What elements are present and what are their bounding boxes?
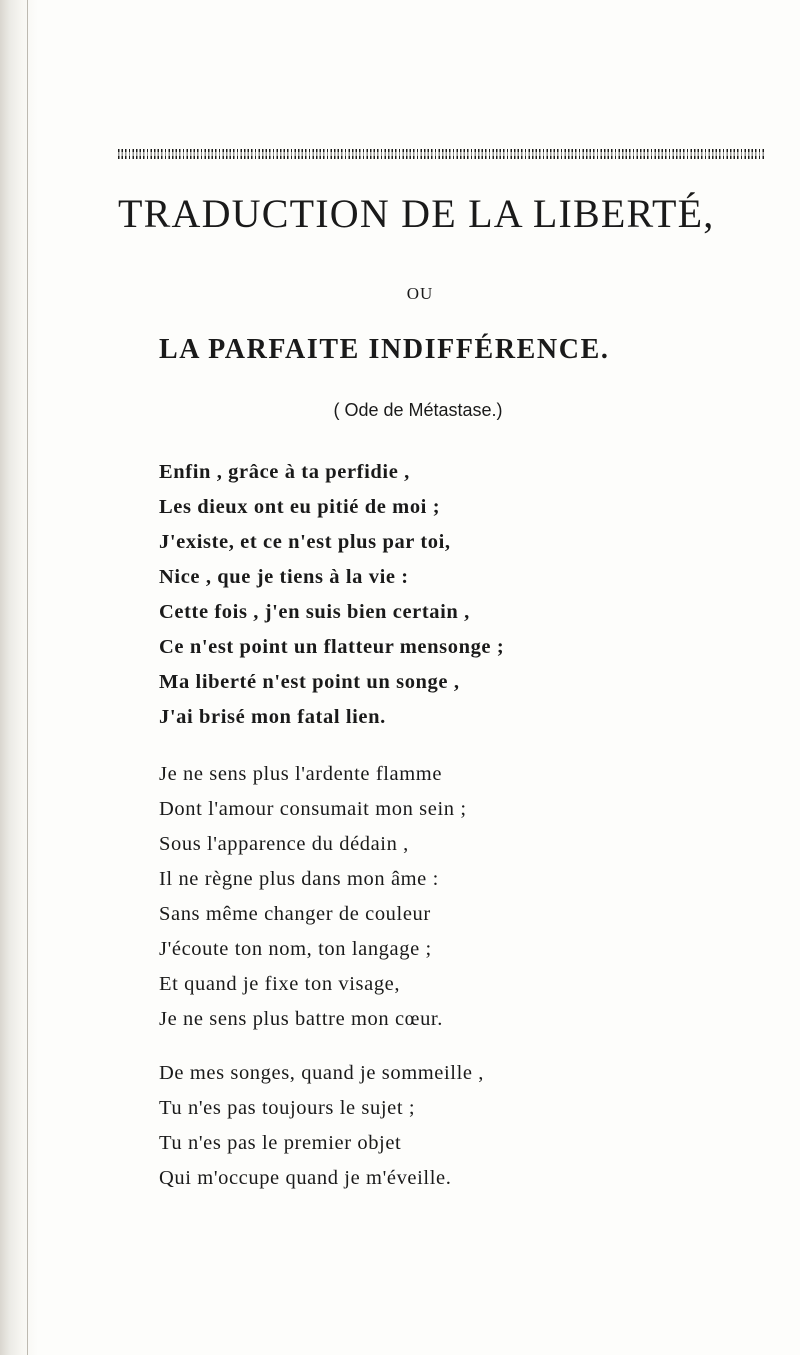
- binding-edge-line: [27, 0, 28, 1355]
- verse-line: Dont l'amour consumait mon sein ;: [159, 798, 467, 820]
- stanza-2: [159, 757, 467, 1037]
- verse-line: Je ne sens plus l'ardente flamme: [159, 763, 443, 785]
- ornamental-rule: [118, 149, 765, 159]
- stanza-3: [159, 1056, 484, 1196]
- verse-line: Nice , que je tiens à la vie :: [159, 566, 409, 588]
- poem-attribution: ( Ode de Métastase.): [333, 400, 503, 420]
- poem-subtitle: LA PARFAITE INDIFFÉRENCE.: [159, 334, 610, 365]
- verse-line: Je ne sens plus battre mon cœur.: [159, 1008, 443, 1030]
- verse-line: Ce n'est point un flatteur mensonge ;: [159, 636, 505, 658]
- verse-line: J'existe, et ce n'est plus par toi,: [159, 531, 451, 553]
- verse-line: Sous l'apparence du dédain ,: [159, 833, 409, 855]
- verse-line: Qui m'occupe quand je m'éveille.: [159, 1167, 452, 1189]
- verse-line: Tu n'es pas toujours le sujet ;: [159, 1097, 416, 1119]
- verse-line: Tu n'es pas le premier objet: [159, 1132, 402, 1154]
- verse-line: Enfin , grâce à ta perfidie ,: [159, 461, 410, 483]
- verse-line: J'ai brisé mon fatal lien.: [159, 706, 386, 728]
- verse-line: Sans même changer de couleur: [159, 903, 431, 925]
- verse-line: Cette fois , j'en suis bien certain ,: [159, 601, 470, 623]
- poem-title: TRADUCTION DE LA LIBERTÉ,: [118, 191, 715, 236]
- verse-line: Ma liberté n'est point un songe ,: [159, 671, 460, 693]
- verse-line: De mes songes, quand je sommeille ,: [159, 1062, 485, 1084]
- verse-line: Il ne règne plus dans mon âme :: [159, 868, 439, 890]
- verse-line: Les dieux ont eu pitié de moi ;: [159, 496, 441, 518]
- verse-line: Et quand je fixe ton visage,: [159, 973, 401, 995]
- stanza-1: [159, 455, 504, 735]
- title-connector: OU: [406, 284, 434, 303]
- binding-gutter: [0, 0, 38, 1355]
- verse-line: J'écoute ton nom, ton langage ;: [159, 938, 432, 960]
